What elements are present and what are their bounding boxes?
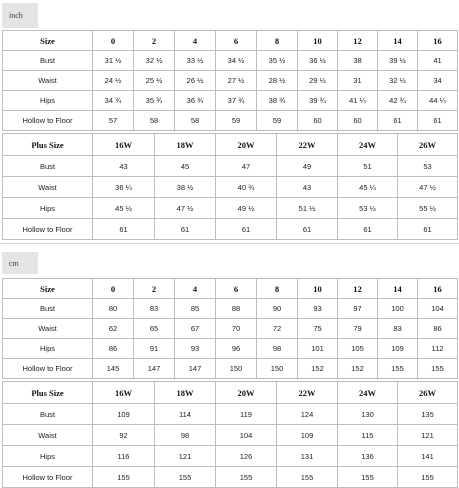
measurement-value: 49 ½ bbox=[216, 198, 277, 219]
table-row bbox=[3, 446, 458, 467]
measurement-value: 85 bbox=[175, 299, 216, 319]
measurement-value: 29 ½ bbox=[298, 71, 338, 91]
measurement-label: Bust bbox=[3, 51, 93, 71]
measurement-value: 124 bbox=[277, 404, 338, 425]
measurement-value: 116 bbox=[93, 446, 155, 467]
measurement-label: Bust bbox=[3, 299, 93, 319]
measurement-value: 135 bbox=[398, 404, 458, 425]
size-16w-header: 16W bbox=[93, 134, 155, 156]
measurement-value: 47 ½ bbox=[398, 177, 458, 198]
measurement-value: 136 bbox=[338, 446, 398, 467]
tab-cm[interactable]: cm bbox=[2, 252, 38, 274]
measurement-value: 150 bbox=[257, 359, 298, 379]
measurement-value: 155 bbox=[216, 467, 277, 488]
measurement-value: 98 bbox=[257, 339, 298, 359]
table-row bbox=[3, 219, 458, 240]
measurement-value: 34 ¾ bbox=[93, 91, 134, 111]
table-row bbox=[3, 156, 458, 177]
measurement-value: 104 bbox=[216, 425, 277, 446]
section-divider bbox=[0, 243, 459, 244]
table-row bbox=[3, 359, 458, 379]
measurement-value: 109 bbox=[93, 404, 155, 425]
measurement-value: 88 bbox=[216, 299, 257, 319]
table-row bbox=[3, 91, 458, 111]
measurement-value: 80 bbox=[93, 299, 134, 319]
header-row bbox=[3, 31, 458, 51]
measurement-value: 36 ¼ bbox=[93, 177, 155, 198]
measurement-value: 53 bbox=[398, 156, 458, 177]
measurement-value: 150 bbox=[216, 359, 257, 379]
measurement-value: 37 ¾ bbox=[216, 91, 257, 111]
measurement-value: 96 bbox=[216, 339, 257, 359]
measurement-value: 75 bbox=[298, 319, 338, 339]
measurement-value: 152 bbox=[298, 359, 338, 379]
measurement-value: 65 bbox=[134, 319, 175, 339]
measurement-value: 34 ½ bbox=[216, 51, 257, 71]
measurement-value: 92 bbox=[93, 425, 155, 446]
measurement-value: 47 ½ bbox=[155, 198, 216, 219]
measurement-value: 61 bbox=[216, 219, 277, 240]
size-26w-header: 26W bbox=[398, 134, 458, 156]
size-16-header: 16 bbox=[418, 279, 458, 299]
measurement-value: 72 bbox=[257, 319, 298, 339]
measurement-value: 43 bbox=[93, 156, 155, 177]
header-row bbox=[3, 382, 458, 404]
measurement-value: 33 ½ bbox=[175, 51, 216, 71]
measurement-value: 61 bbox=[418, 111, 458, 131]
size-0-header: 0 bbox=[93, 31, 134, 51]
measurement-value: 58 bbox=[175, 111, 216, 131]
cm-size-table bbox=[2, 278, 458, 379]
size-column-header: Plus Size bbox=[3, 382, 93, 404]
measurement-value: 44 ¼ bbox=[418, 91, 458, 111]
size-24w-header: 24W bbox=[338, 382, 398, 404]
measurement-value: 155 bbox=[398, 467, 458, 488]
measurement-value: 112 bbox=[418, 339, 458, 359]
measurement-value: 53 ½ bbox=[338, 198, 398, 219]
measurement-value: 155 bbox=[155, 467, 216, 488]
measurement-value: 41 bbox=[418, 51, 458, 71]
measurement-value: 40 ¾ bbox=[216, 177, 277, 198]
measurement-value: 27 ½ bbox=[216, 71, 257, 91]
measurement-label: Bust bbox=[3, 404, 93, 425]
measurement-value: 35 ¾ bbox=[134, 91, 175, 111]
measurement-value: 121 bbox=[398, 425, 458, 446]
measurement-value: 36 ½ bbox=[298, 51, 338, 71]
measurement-value: 105 bbox=[338, 339, 378, 359]
measurement-label: Hollow to Floor bbox=[3, 111, 93, 131]
measurement-value: 39 ½ bbox=[378, 51, 418, 71]
table-row bbox=[3, 51, 458, 71]
size-18w-header: 18W bbox=[155, 382, 216, 404]
size-12-header: 12 bbox=[338, 279, 378, 299]
size-14-header: 14 bbox=[378, 279, 418, 299]
measurement-value: 38 ½ bbox=[155, 177, 216, 198]
measurement-value: 61 bbox=[93, 219, 155, 240]
measurement-value: 155 bbox=[418, 359, 458, 379]
measurement-value: 49 bbox=[277, 156, 338, 177]
measurement-value: 45 ½ bbox=[93, 198, 155, 219]
measurement-value: 35 ½ bbox=[257, 51, 298, 71]
size-12-header: 12 bbox=[338, 31, 378, 51]
size-10-header: 10 bbox=[298, 279, 338, 299]
measurement-value: 59 bbox=[257, 111, 298, 131]
measurement-value: 121 bbox=[155, 446, 216, 467]
measurement-value: 43 bbox=[277, 177, 338, 198]
table-row bbox=[3, 467, 458, 488]
measurement-value: 26 ½ bbox=[175, 71, 216, 91]
table-row bbox=[3, 111, 458, 131]
table-row bbox=[3, 425, 458, 446]
measurement-value: 90 bbox=[257, 299, 298, 319]
measurement-value: 41 ¼ bbox=[338, 91, 378, 111]
measurement-label: Waist bbox=[3, 425, 93, 446]
size-24w-header: 24W bbox=[338, 134, 398, 156]
measurement-value: 114 bbox=[155, 404, 216, 425]
size-4-header: 4 bbox=[175, 279, 216, 299]
measurement-value: 62 bbox=[93, 319, 134, 339]
measurement-value: 42 ¾ bbox=[378, 91, 418, 111]
measurement-value: 86 bbox=[418, 319, 458, 339]
measurement-value: 115 bbox=[338, 425, 398, 446]
measurement-value: 100 bbox=[378, 299, 418, 319]
cm-plus-size-table bbox=[2, 381, 458, 488]
measurement-label: Hollow to Floor bbox=[3, 359, 93, 379]
measurement-label: Hips bbox=[3, 91, 93, 111]
measurement-value: 155 bbox=[378, 359, 418, 379]
measurement-label: Hollow to Floor bbox=[3, 467, 93, 488]
measurement-value: 109 bbox=[277, 425, 338, 446]
size-20w-header: 20W bbox=[216, 382, 277, 404]
tab-inch[interactable]: inch bbox=[2, 3, 38, 28]
measurement-value: 98 bbox=[155, 425, 216, 446]
size-18w-header: 18W bbox=[155, 134, 216, 156]
size-16w-header: 16W bbox=[93, 382, 155, 404]
measurement-value: 131 bbox=[277, 446, 338, 467]
measurement-value: 155 bbox=[277, 467, 338, 488]
measurement-label: Hips bbox=[3, 339, 93, 359]
table-row bbox=[3, 299, 458, 319]
measurement-value: 32 ½ bbox=[378, 71, 418, 91]
measurement-value: 61 bbox=[378, 111, 418, 131]
measurement-value: 31 bbox=[338, 71, 378, 91]
table-row bbox=[3, 71, 458, 91]
size-4-header: 4 bbox=[175, 31, 216, 51]
measurement-value: 55 ½ bbox=[398, 198, 458, 219]
measurement-value: 93 bbox=[175, 339, 216, 359]
size-22w-header: 22W bbox=[277, 382, 338, 404]
measurement-value: 25 ½ bbox=[134, 71, 175, 91]
measurement-value: 36 ¾ bbox=[175, 91, 216, 111]
measurement-value: 60 bbox=[338, 111, 378, 131]
measurement-value: 31 ½ bbox=[93, 51, 134, 71]
measurement-value: 109 bbox=[378, 339, 418, 359]
size-8-header: 8 bbox=[257, 279, 298, 299]
size-2-header: 2 bbox=[134, 31, 175, 51]
measurement-value: 155 bbox=[338, 467, 398, 488]
measurement-value: 141 bbox=[398, 446, 458, 467]
table-row bbox=[3, 319, 458, 339]
measurement-label: Waist bbox=[3, 71, 93, 91]
size-column-header: Size bbox=[3, 279, 93, 299]
measurement-value: 39 ¾ bbox=[298, 91, 338, 111]
table-row bbox=[3, 198, 458, 219]
measurement-value: 61 bbox=[277, 219, 338, 240]
measurement-value: 61 bbox=[338, 219, 398, 240]
measurement-label: Hips bbox=[3, 198, 93, 219]
measurement-label: Hips bbox=[3, 446, 93, 467]
inch-plus-size-table bbox=[2, 133, 458, 240]
measurement-value: 47 bbox=[216, 156, 277, 177]
measurement-value: 51 bbox=[338, 156, 398, 177]
measurement-value: 61 bbox=[398, 219, 458, 240]
measurement-value: 70 bbox=[216, 319, 257, 339]
size-0-header: 0 bbox=[93, 279, 134, 299]
size-2-header: 2 bbox=[134, 279, 175, 299]
measurement-value: 126 bbox=[216, 446, 277, 467]
measurement-value: 91 bbox=[134, 339, 175, 359]
size-8-header: 8 bbox=[257, 31, 298, 51]
measurement-value: 152 bbox=[338, 359, 378, 379]
size-6-header: 6 bbox=[216, 279, 257, 299]
measurement-value: 57 bbox=[93, 111, 134, 131]
measurement-value: 155 bbox=[93, 467, 155, 488]
measurement-value: 130 bbox=[338, 404, 398, 425]
measurement-value: 24 ½ bbox=[93, 71, 134, 91]
table-row bbox=[3, 404, 458, 425]
measurement-value: 60 bbox=[298, 111, 338, 131]
measurement-value: 145 bbox=[93, 359, 134, 379]
size-column-header: Plus Size bbox=[3, 134, 93, 156]
size-14-header: 14 bbox=[378, 31, 418, 51]
measurement-value: 59 bbox=[216, 111, 257, 131]
measurement-value: 101 bbox=[298, 339, 338, 359]
measurement-value: 119 bbox=[216, 404, 277, 425]
measurement-value: 28 ½ bbox=[257, 71, 298, 91]
measurement-value: 34 bbox=[418, 71, 458, 91]
measurement-value: 38 ¾ bbox=[257, 91, 298, 111]
measurement-value: 67 bbox=[175, 319, 216, 339]
header-row bbox=[3, 134, 458, 156]
size-20w-header: 20W bbox=[216, 134, 277, 156]
measurement-value: 51 ½ bbox=[277, 198, 338, 219]
size-26w-header: 26W bbox=[398, 382, 458, 404]
measurement-value: 147 bbox=[175, 359, 216, 379]
table-row bbox=[3, 339, 458, 359]
size-column-header: Size bbox=[3, 31, 93, 51]
table-row bbox=[3, 177, 458, 198]
inch-size-table bbox=[2, 30, 458, 131]
measurement-value: 93 bbox=[298, 299, 338, 319]
measurement-label: Waist bbox=[3, 177, 93, 198]
measurement-value: 61 bbox=[155, 219, 216, 240]
measurement-value: 97 bbox=[338, 299, 378, 319]
header-row bbox=[3, 279, 458, 299]
measurement-value: 58 bbox=[134, 111, 175, 131]
size-16-header: 16 bbox=[418, 31, 458, 51]
measurement-label: Waist bbox=[3, 319, 93, 339]
measurement-value: 83 bbox=[134, 299, 175, 319]
measurement-value: 104 bbox=[418, 299, 458, 319]
measurement-value: 147 bbox=[134, 359, 175, 379]
measurement-value: 38 bbox=[338, 51, 378, 71]
measurement-value: 83 bbox=[378, 319, 418, 339]
measurement-label: Hollow to Floor bbox=[3, 219, 93, 240]
measurement-value: 45 ¼ bbox=[338, 177, 398, 198]
size-10-header: 10 bbox=[298, 31, 338, 51]
size-22w-header: 22W bbox=[277, 134, 338, 156]
measurement-value: 79 bbox=[338, 319, 378, 339]
measurement-value: 45 bbox=[155, 156, 216, 177]
measurement-label: Bust bbox=[3, 156, 93, 177]
size-6-header: 6 bbox=[216, 31, 257, 51]
measurement-value: 32 ½ bbox=[134, 51, 175, 71]
measurement-value: 86 bbox=[93, 339, 134, 359]
